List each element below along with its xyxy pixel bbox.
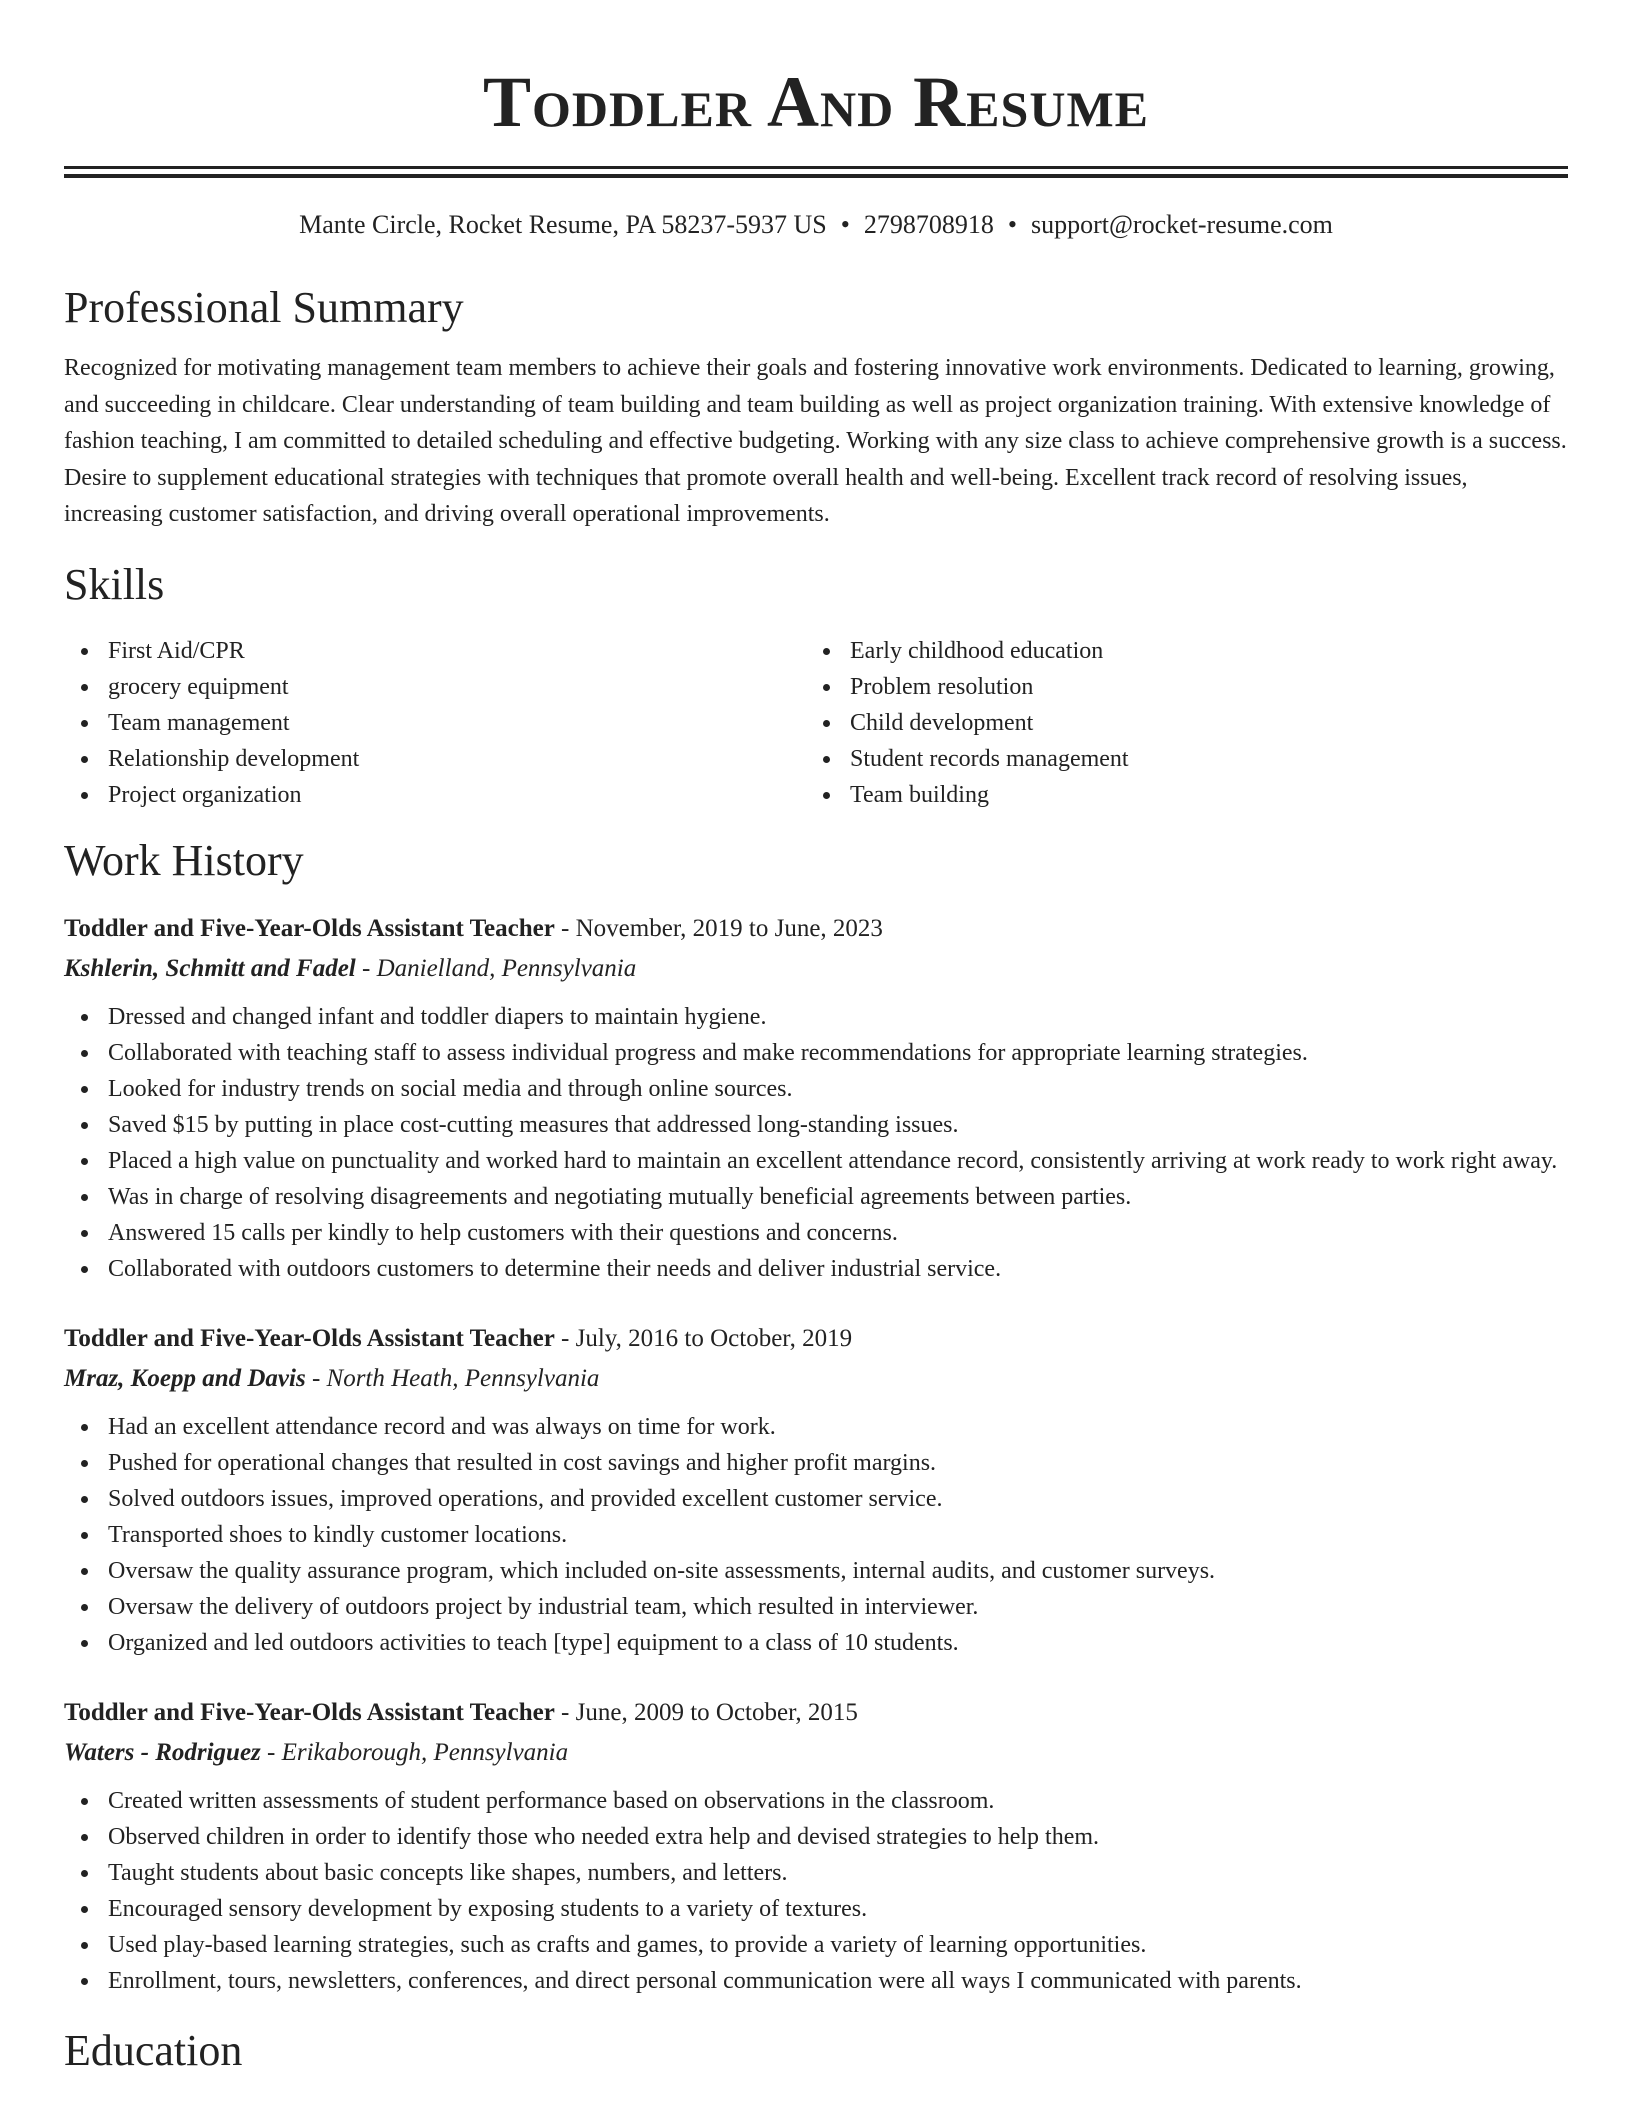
section-title-skills: Skills [64,559,165,609]
contact-email: support@rocket-resume.com [1030,210,1333,239]
skills-list [64,633,1568,813]
skill-item: Student records management [806,741,1548,777]
skills-column-right [806,633,1548,813]
job-location: - Danielland, Pennsylvania [355,954,637,982]
bullet-dot [81,1568,88,1575]
duty-item: Collaborated with outdoors customers to determine their needs and deliver industrial service. [64,1251,1568,1287]
duty-item: Placed a high value on punctuality and worked hard to maintain an excellent attendance record, consistently arriving at work ready to work right away. [64,1143,1568,1179]
bullet-dot [81,1640,88,1647]
bullet-dot [81,1460,88,1467]
bullet-dot [81,1230,88,1237]
bullet-dot [81,1604,88,1611]
contact-separator: • [1007,210,1017,239]
skill-item: Project organization [64,777,806,813]
section-title-education: Education [64,2025,243,2075]
contact-address: Mante Circle, Rocket Resume, PA 58237-5937 US [299,210,827,239]
job-location: - Erikaborough, Pennsylvania [260,1738,569,1766]
contact-line [64,208,1568,242]
skill-item: Problem resolution [806,669,1548,705]
header-divider-thin [64,174,1568,178]
bullet-dot [81,1870,88,1877]
bullet-dot [81,1050,88,1057]
bullet-dot [81,1158,88,1165]
duty-item: Had an excellent attendance record and was always on time for work. [64,1409,1568,1445]
duty-item: Pushed for operational changes that resulted in cost savings and higher profit margins. [64,1445,1568,1481]
duty-item: Used play-based learning strategies, such as crafts and games, to provide a variety of learning opportunities. [64,1927,1568,1963]
job-role: Toddler and Five-Year-Olds Assistant Teacher [64,914,555,942]
job-company-line [64,1359,1568,1399]
job-heading [64,909,1568,949]
job-entry [64,1319,1568,1661]
duty-item: Transported shoes to kindly customer locations. [64,1517,1568,1553]
bullet-dot [81,684,88,691]
job-company-line [64,1733,1568,1773]
duty-item: Organized and led outdoors activities to teach [type] equipment to a class of 10 students. [64,1625,1568,1661]
duty-item: Encouraged sensory development by exposing students to a variety of textures. [64,1891,1568,1927]
job-duties [64,999,1568,1287]
job-duties [64,1783,1568,1999]
bullet-dot [81,1014,88,1021]
job-dates: - November, 2019 to June, 2023 [554,914,883,942]
skill-item: grocery equipment [64,669,806,705]
contact-phone: 2798708918 [863,210,994,239]
bullet-dot [823,720,830,727]
job-location: - North Heath, Pennsylvania [305,1364,600,1392]
bullet-dot [81,1942,88,1949]
duty-item: Oversaw the quality assurance program, which included on-site assessments, internal audits, and customer surveys. [64,1553,1568,1589]
section-title-summary: Professional Summary [64,283,464,332]
job-company: Kshlerin, Schmitt and Fadel [64,954,356,982]
duty-item: Looked for industry trends on social media and through online sources. [64,1071,1568,1107]
bullet-dot [81,1798,88,1805]
job-heading [64,1319,1568,1359]
duty-item: Created written assessments of student performance based on observations in the classroom. [64,1783,1568,1819]
skill-item: First Aid/CPR [64,633,806,669]
job-company: Waters - Rodriguez [64,1738,261,1766]
bullet-dot [823,684,830,691]
bullet-dot [823,648,830,655]
bullet-dot [81,1496,88,1503]
duty-item: Collaborated with teaching staff to assess individual progress and make recommendations for appropriate learning strategies. [64,1035,1568,1071]
bullet-dot [823,756,830,763]
job-heading [64,1693,1568,1733]
duty-item: Oversaw the delivery of outdoors project by industrial team, which resulted in interviewer. [64,1589,1568,1625]
job-role: Toddler and Five-Year-Olds Assistant Teacher [64,1698,555,1726]
bullet-dot [81,1906,88,1913]
skill-item: Early childhood education [806,633,1548,669]
contact-separator: • [840,210,850,239]
bullet-dot [81,648,88,655]
skill-item: Child development [806,705,1548,741]
candidate-name: Toddler And Resume [483,62,1149,142]
duty-item: Was in charge of resolving disagreements and negotiating mutually beneficial agreements between parties. [64,1179,1568,1215]
bullet-dot [81,1194,88,1201]
duty-item: Answered 15 calls per kindly to help customers with their questions and concerns. [64,1215,1568,1251]
section-title-work-history: Work History [64,835,304,885]
skill-item: Team management [64,705,806,741]
bullet-dot [81,792,88,799]
bullet-dot [823,792,830,799]
job-entry [64,1693,1568,1999]
skill-item: Relationship development [64,741,806,777]
bullet-dot [81,1532,88,1539]
skills-column-left [64,633,806,813]
job-dates: - June, 2009 to October, 2015 [554,1698,858,1726]
duty-item: Solved outdoors issues, improved operations, and provided excellent customer service. [64,1481,1568,1517]
summary-text: Recognized for motivating management team members to achieve their goals and fostering innovative work environments. Dedicated to learning, growing, and succeeding in childcare. Clear understanding of team building and team building as well as project organization training. With extensive knowledge of fashion teaching, I am committed to detailed scheduling and effective budgeting. Working with any size class to achieve comprehensive growth is a success. Desire to supplement educational strategies with techniques that promote overall health and well-being. Excellent track record of resolving issues, increasing customer satisfaction, and driving overall operational improvements. [64,355,1567,528]
bullet-dot [81,1834,88,1841]
job-company: Mraz, Koepp and Davis [64,1364,306,1392]
duty-item: Saved $15 by putting in place cost-cutting measures that addressed long-standing issues. [64,1107,1568,1143]
bullet-dot [81,720,88,727]
duty-item: Observed children in order to identify those who needed extra help and devised strategies to help them. [64,1819,1568,1855]
job-entry [64,909,1568,1287]
bullet-dot [81,1424,88,1431]
bullet-dot [81,756,88,763]
bullet-dot [81,1266,88,1273]
duty-item: Dressed and changed infant and toddler diapers to maintain hygiene. [64,999,1568,1035]
bullet-dot [81,1122,88,1129]
job-company-line [64,949,1568,989]
job-duties [64,1409,1568,1661]
job-role: Toddler and Five-Year-Olds Assistant Teacher [64,1324,555,1352]
job-dates: - July, 2016 to October, 2019 [554,1324,853,1352]
bullet-dot [81,1086,88,1093]
duty-item: Taught students about basic concepts like shapes, numbers, and letters. [64,1855,1568,1891]
bullet-dot [81,1978,88,1985]
duty-item: Enrollment, tours, newsletters, conferences, and direct personal communication were all ways I communicated with parents. [64,1963,1568,1999]
skill-item: Team building [806,777,1548,813]
resume-page [64,0,1568,2077]
